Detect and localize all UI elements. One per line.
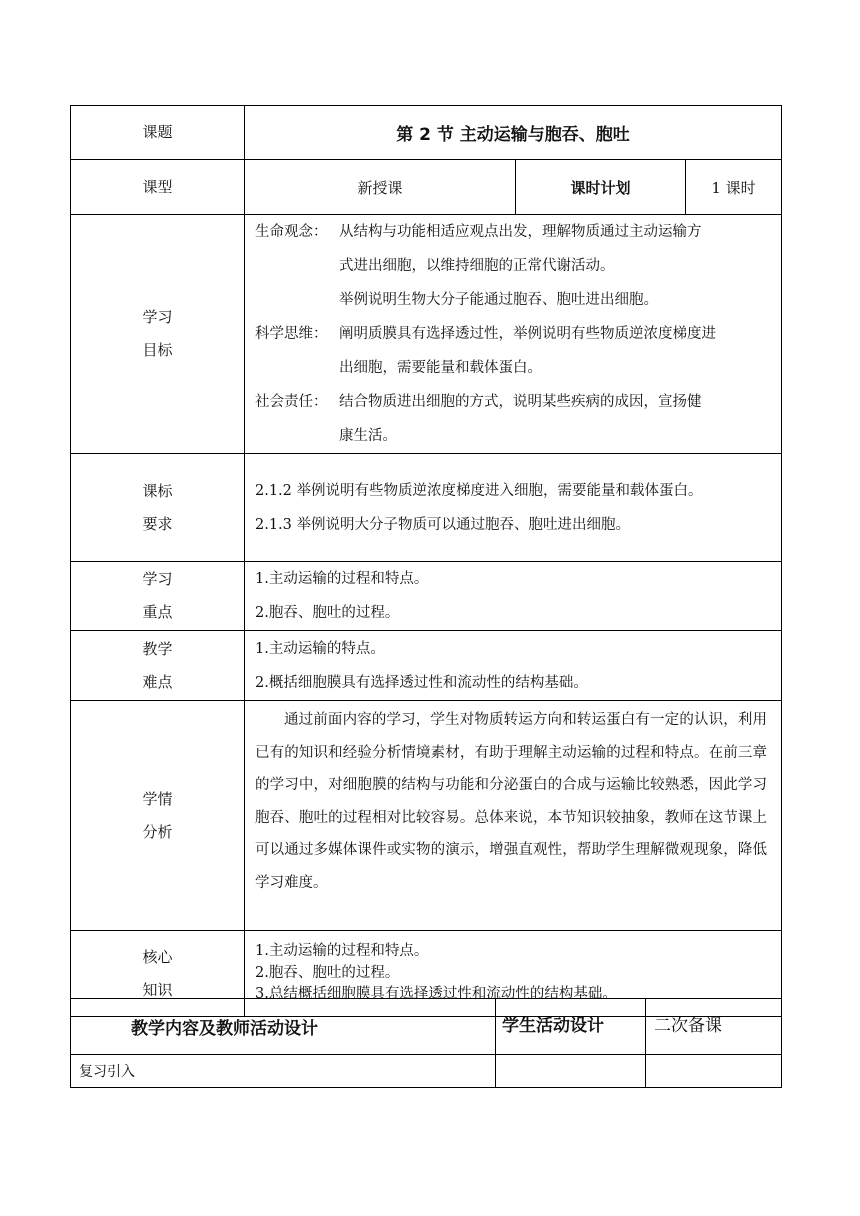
key-label <box>71 562 245 631</box>
lesson-title: 第 2 节 主动运输与胞吞、胞吐 <box>245 106 782 160</box>
core-label-line-1: 核心 <box>142 947 173 966</box>
design-header-row <box>71 999 782 1055</box>
soc-line-1: 结合物质进出细胞的方式，说明某些疾病的成因，宣扬健 <box>339 394 702 410</box>
core-label-line-2: 知识 <box>142 980 173 999</box>
sci-line-2: 出细胞，需要能量和载体蛋白。 <box>339 360 542 376</box>
design-row-1 <box>71 1055 782 1088</box>
analysis-label-line-2: 分析 <box>142 822 173 841</box>
lesson-info-table <box>70 105 782 1017</box>
difficult-row <box>71 631 782 701</box>
sci-line-1: 阐明质膜具有选择透过性，举例说明有些物质逆浓度梯度进 <box>339 326 716 342</box>
plan-label: 课时计划 <box>516 160 686 215</box>
key-row <box>71 562 782 631</box>
goals-row <box>71 215 782 454</box>
standard-content <box>245 454 782 562</box>
difficult-item-2: 2.概括细胞膜具有选择透过性和流动性的结构基础。 <box>255 674 588 691</box>
core-item-3: 3.总结概括细胞膜具有选择透过性和流动性的结构基础。 <box>255 986 617 1003</box>
key-item-1: 1.主动运输的过程和特点。 <box>255 571 429 587</box>
goals-content <box>245 215 782 454</box>
key-label-line-1: 学习 <box>142 570 173 588</box>
soc-key: 社会责任： <box>255 394 328 410</box>
plan-value: 1 课时 <box>686 160 782 215</box>
activity-design-table <box>70 998 782 1088</box>
title-row <box>71 106 782 160</box>
difficult-content <box>245 631 782 701</box>
core-item-1: 1.主动运输的过程和特点。 <box>255 943 429 960</box>
analysis-label-line-1: 学情 <box>142 789 173 808</box>
analysis-row <box>71 701 782 931</box>
analysis-content <box>245 701 782 931</box>
life-key: 生命观念： <box>255 224 328 240</box>
life-line-2: 式进出细胞，以维持细胞的正常代谢活动。 <box>339 258 615 274</box>
standard-label-line-1: 课标 <box>142 481 173 500</box>
standard-item-2: 2.1.3 举例说明大分子物质可以通过胞吞、胞吐进出细胞。 <box>255 516 631 533</box>
review-intro-cell: 复习引入 <box>71 1055 496 1088</box>
second-prep-header: 二次备课 <box>646 999 782 1055</box>
second-prep-cell <box>646 1055 782 1088</box>
analysis-label <box>71 701 245 931</box>
standard-label-line-2: 要求 <box>142 514 173 533</box>
standard-item-1: 2.1.2 举例说明有些物质逆浓度梯度进入细胞，需要能量和载体蛋白。 <box>255 482 703 499</box>
standard-row <box>71 454 782 562</box>
student-design-header: 学生活动设计 <box>496 999 646 1055</box>
difficult-label-line-2: 难点 <box>142 672 173 691</box>
type-row <box>71 160 782 215</box>
title-label: 课题 <box>71 106 245 160</box>
type-label: 课型 <box>71 160 245 215</box>
goals-label <box>71 215 245 454</box>
life-line-1: 从结构与功能相适应观点出发，理解物质通过主动运输方 <box>339 224 702 240</box>
key-item-2: 2.胞吞、胞吐的过程。 <box>255 605 400 621</box>
key-content <box>245 562 782 631</box>
teacher-design-header: 教学内容及教师活动设计 <box>71 999 496 1055</box>
student-activity-cell <box>496 1055 646 1088</box>
sci-key: 科学思维： <box>255 326 328 342</box>
goals-label-line-1: 学习 <box>142 308 173 326</box>
type-value: 新授课 <box>245 160 516 215</box>
difficult-label <box>71 631 245 701</box>
key-label-line-2: 重点 <box>142 603 173 621</box>
standard-label <box>71 454 245 562</box>
analysis-text: 通过前面内容的学习，学生对物质转运方向和转运蛋白有一定的认识，利用已有的知识和经验分析情境素材，有助于理解主动运输的过程和特点。在前三章的学习中，对细胞膜的结构与功能和分泌蛋白的合成与运输比较熟悉，因此学习胞吞、胞吐的过程相对比较容易。总体来说，本节知识较抽象，教师在这节课上可以通过多媒体课件或实物的演示，增强直观性，帮助学生理解微观现象，降低学习难度。 <box>255 712 768 891</box>
life-line-3: 举例说明生物大分子能通过胞吞、胞吐进出细胞。 <box>339 292 658 308</box>
difficult-label-line-1: 教学 <box>142 639 173 658</box>
soc-line-2: 康生活。 <box>339 428 397 444</box>
goals-label-line-2: 目标 <box>142 341 173 359</box>
difficult-item-1: 1.主动运输的特点。 <box>255 640 385 657</box>
core-item-2: 2.胞吞、胞吐的过程。 <box>255 964 400 981</box>
